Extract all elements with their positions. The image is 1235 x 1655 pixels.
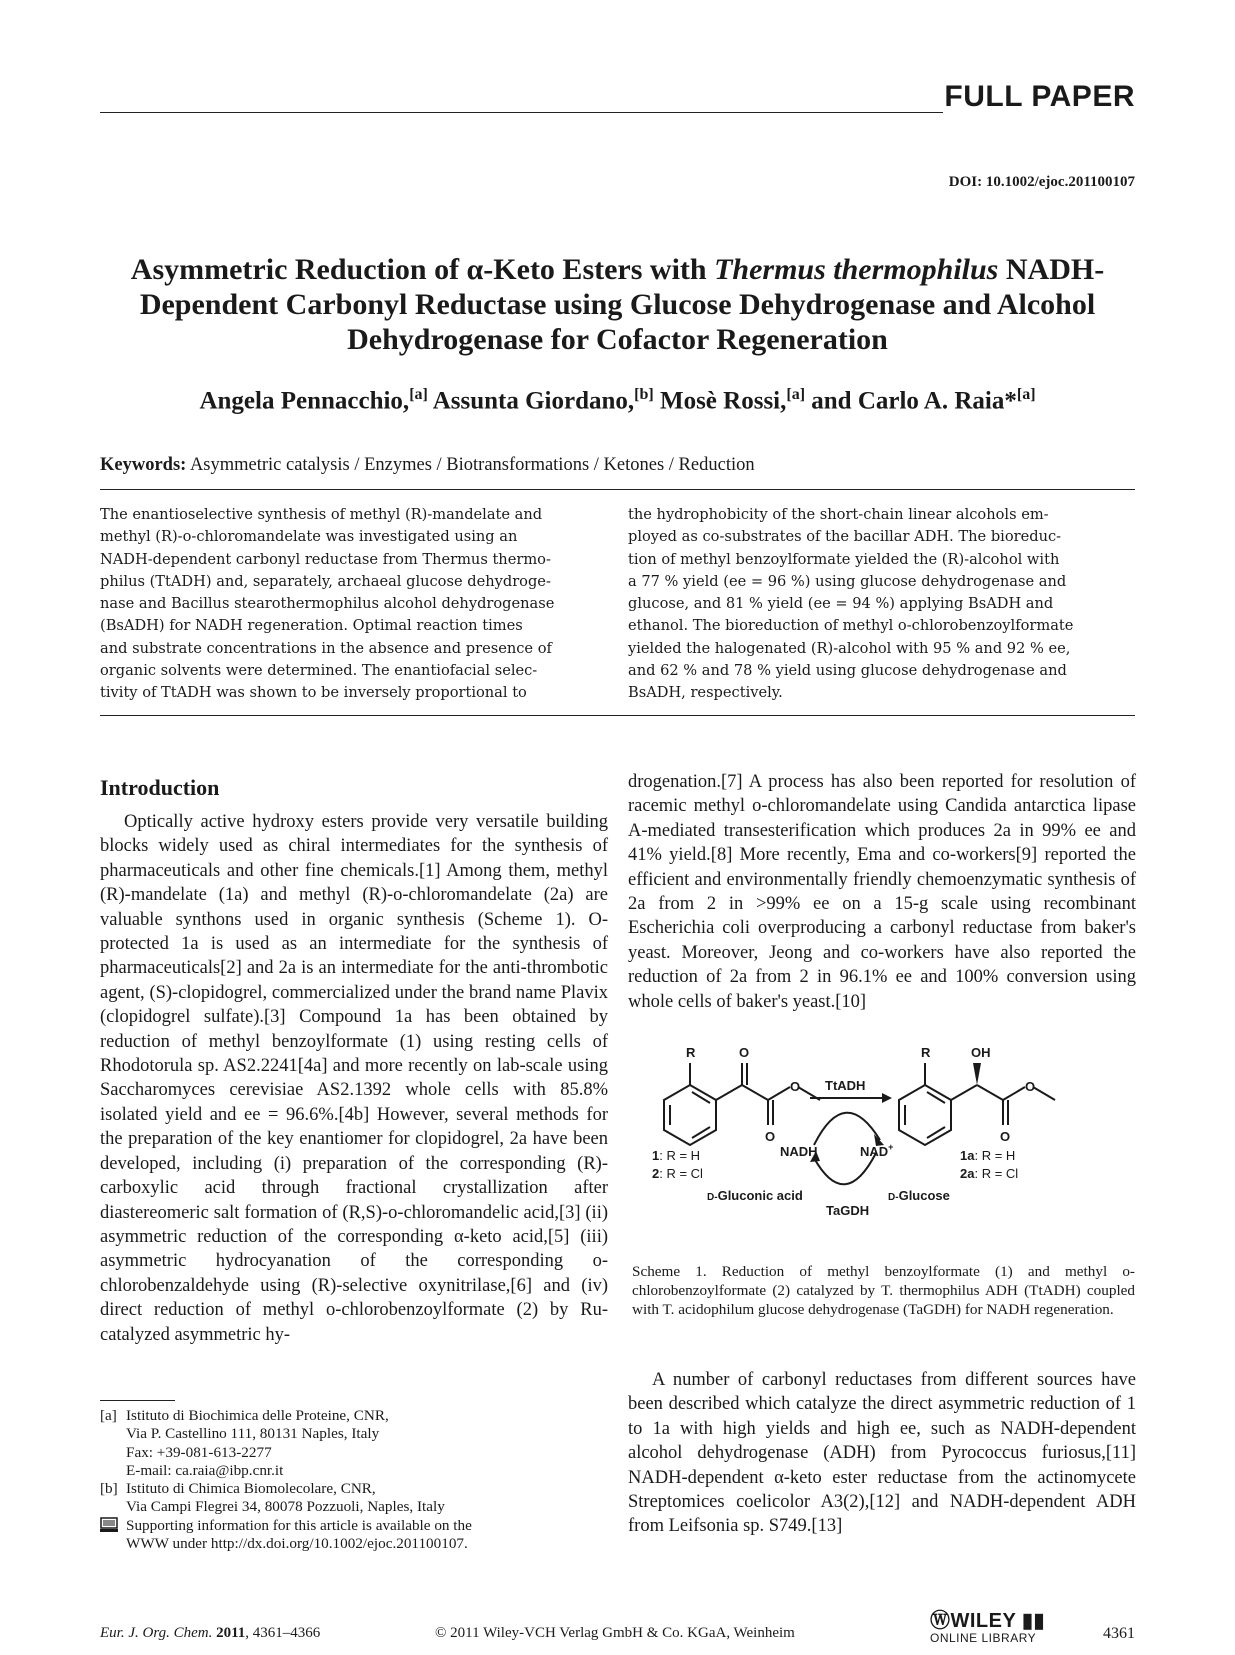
gluconic-acid-label: D-Gluconic acid xyxy=(707,1188,803,1203)
publisher-logo: ⓌWILEY ▮▮ ONLINE LIBRARY xyxy=(930,1610,1046,1645)
introduction-left-column xyxy=(100,810,608,1347)
author: Angela Pennacchio, xyxy=(199,387,410,415)
compound-label-1a: 1a: R = H xyxy=(960,1148,1016,1163)
paragraph: A number of carbonyl reductases from different sources have been described which catalyze the direct asymmetric reduction of 1 to 1a with high yields and high ee, such as NADH-dependent alcohol dehydrogenase (ADH) from Pyrococcus furiosus,[11] NADH-dependent α-keto ester reductase from the actinomycete Streptomices coelicolor A3(2),[12] and NADH-dependent ADH from Leifsonia sp. S749.[13] xyxy=(628,1370,1136,1537)
footnote-a: [a] Istituto di Biochimica delle Proteine, CNR, Via P. Castellino 111, 80131 Naples, Italy Fax: +39-081-613-2277 E-mail: ca.raia@ibp.cnr.it xyxy=(100,1407,389,1479)
introduction-right-column-bottom xyxy=(628,1368,1136,1539)
oxygen-label: O xyxy=(1025,1079,1036,1094)
stereo-wedge xyxy=(973,1063,981,1085)
article-type-label: FULL PAPER xyxy=(944,80,1135,113)
article-title: Asymmetric Reduction of α-Keto Esters with Thermus thermophilus NADH- Dependent Carbonyl Reductase using Glucose Dehydrogenase and Alcohol Dehydrogenase for Cofactor Regeneration xyxy=(130,253,1105,356)
benzene-ring-left xyxy=(664,1085,716,1145)
author-list: Angela Pennacchio,[a] Assunta Giordano,[b] Mosè Rossi,[a] and Carlo A. Raia*[a] xyxy=(199,386,1036,415)
hydroxyl-label: OH xyxy=(971,1045,991,1060)
computer-icon xyxy=(100,1517,126,1554)
arrowhead xyxy=(882,1093,892,1103)
header-rule xyxy=(100,112,943,113)
affiliation-footnotes xyxy=(100,1407,608,1553)
cofactor-nadh: NADH xyxy=(780,1144,818,1159)
introduction-right-column-top xyxy=(628,770,1136,1014)
r-group-left: R xyxy=(686,1045,696,1060)
section-heading-introduction: Introduction xyxy=(100,775,220,800)
footnote-supporting-info: Supporting information for this article is available on the WWW under http://dx.doi.org/10.1002/ejoc.201100107. xyxy=(100,1517,608,1554)
abstract-bottom-rule xyxy=(100,715,1135,716)
cycle-arc-top xyxy=(814,1113,880,1145)
paragraph: Optically active hydroxy esters provide very versatile building blocks widely used as chiral intermediates for the synthesis of pharmaceuticals and other fine chemicals.[1] Among them, methyl (R)-mandelate (1a) and methyl (R)-o-chloromandelate (2a) are valuable synthons used in organic synthesis (Scheme 1). O-protected 1a is used as an intermediate for the synthesis of pharmaceuticals[2] and 2a is an intermediate for the anti-thrombotic agent, (S)-clopidogrel, commercialized under the brand name Plavix (clopidogrel sulfate).[3] Compound 1a has been obtained by reduction of methyl benzoylformate (1) using resting cells of Rhodotorula sp. AS2.2241[4a] and more recently on lab-scale using Saccharomyces cerevisiae AS2.1392 whole cells with 85.8% isolated yield and ee = 96.6%.[4b] However, several methods for the preparation of the key enantiomer for clopidogrel, 2a have been developed, including (i) preparation of the corresponding (R)-carboxylic acid through fractional crystallization after diastereomeric salt formation of (R,S)-o-chloromandelic acid,[3] (ii) asymmetric reduction of the corresponding α-keto acid,[5] (iii) asymmetric hydrocyanation of the corresponding o-chlorobenzaldehyde using (R)-selective oxynitrilase,[6] and (iv) direct reduction of methyl o-chlorobenzoylformate (2) by Ru-catalyzed asymmetric hy- xyxy=(100,812,608,1345)
cofactor-nad-plus: NAD+ xyxy=(860,1142,894,1159)
benzene-ring-right xyxy=(899,1085,951,1145)
footnote-b: [b] Istituto di Chimica Biomolecolare, CNR, Via Campi Flegrei 34, 80078 Pozzuoli, Naples, Italy xyxy=(100,1480,445,1516)
oxygen-label: O xyxy=(739,1045,750,1060)
paragraph: drogenation.[7] A process has also been reported for resolution of racemic methyl o-chloromandelate using Candida antarctica lipase A-mediated transesterification which produces 2a in 99% ee and 41% yield.[8] More recently, Ema and co-workers[9] reported the efficient and environmentally friendly chemoenzymatic synthesis of 2a from 2 in >99% ee on a 15-g scale using recombinant Escherichia coli overproducing a carbonyl reductase from baker's yeast. Moreover, Jeong and co-workers have also reported the reduction of 2a from 2 in 96.1% ee and 100% conversion using whole cells of baker's yeast.[10] xyxy=(628,772,1136,1012)
compound-label-2a: 2a: R = Cl xyxy=(960,1166,1019,1181)
author: Mosè Rossi, xyxy=(659,387,787,415)
scheme-1-diagram xyxy=(630,1035,1135,1250)
oxygen-label: O xyxy=(1000,1129,1011,1144)
oxygen-label: O xyxy=(765,1129,776,1144)
oxygen-label: O xyxy=(790,1079,801,1094)
compound-label-2: 2: R = Cl xyxy=(652,1166,703,1181)
glucose-label: D-Glucose xyxy=(888,1188,950,1203)
copyright-notice: © 2011 Wiley-VCH Verlag GmbH & Co. KGaA, Weinheim xyxy=(435,1625,795,1641)
page-number: 4361 xyxy=(1103,1625,1135,1642)
author: Assunta Giordano, xyxy=(432,387,635,415)
abstract-top-rule xyxy=(100,489,1135,490)
scheme-caption: Scheme 1. Reduction of methyl benzoylformate (1) and methyl o-chlorobenzoylformate (2) catalyzed by T. thermophilus ADH (TtADH) coupled with T. acidophilum glucose dehydrogenase (TaGDH) for NADH regeneration. xyxy=(632,1263,1135,1318)
enzyme-tagdh: TaGDH xyxy=(826,1203,870,1218)
compound-label-1: 1: R = H xyxy=(652,1148,701,1163)
doi-text: DOI: 10.1002/ejoc.201100107 xyxy=(948,174,1135,190)
wiley-emblem-icon: Ⓦ xyxy=(930,1610,951,1632)
author: and Carlo A. Raia* xyxy=(811,387,1017,415)
abstract-right-column: the hydrophobicity of the short-chain linear alcohols em- ployed as co-substrates of the bacillar ADH. The bioreduc- tion of methyl benzoylformate yielded the (R)-alcohol with a 77 % yield (ee = 96 %) using glucose dehydrogenase and glucose, and 81 % yield (ee = 94 %) applying BsADH and ethanol. The bioreduction of methyl o-chlorobenzoylformate yielded the halogenated (R)-alcohol with 95 % and 92 % ee, and 62 % and 78 % yield using glucose dehydrogenase and BsADH, respectively. xyxy=(628,506,1074,702)
r-group-right: R xyxy=(921,1045,931,1060)
enzyme-ttadh: TtADH xyxy=(825,1078,866,1093)
books-icon: ▮▮ xyxy=(1015,1610,1046,1632)
journal-citation: Eur. J. Org. Chem. 2011, 4361–4366 xyxy=(100,1625,321,1641)
keywords: Keywords: Asymmetric catalysis / Enzymes / Biotransformations / Ketones / Reduction xyxy=(100,455,755,475)
footnote-rule xyxy=(100,1400,175,1401)
abstract-left-column: The enantioselective synthesis of methyl (R)-mandelate and methyl (R)-o-chloromandelate was investigated using an NADH-dependent carbonyl reductase from Thermus thermo- philus (TtADH) and, separately, archaeal glucose dehydroge- nase and Bacillus stearothermophilus alcohol dehydrogenase (BsADH) for NADH regeneration. Optimal reaction times and substrate concentrations in the absence and presence of organic solvents were determined. The enantiofacial selec- tivity of TtADH was shown to be inversely proportional to xyxy=(100,506,555,702)
